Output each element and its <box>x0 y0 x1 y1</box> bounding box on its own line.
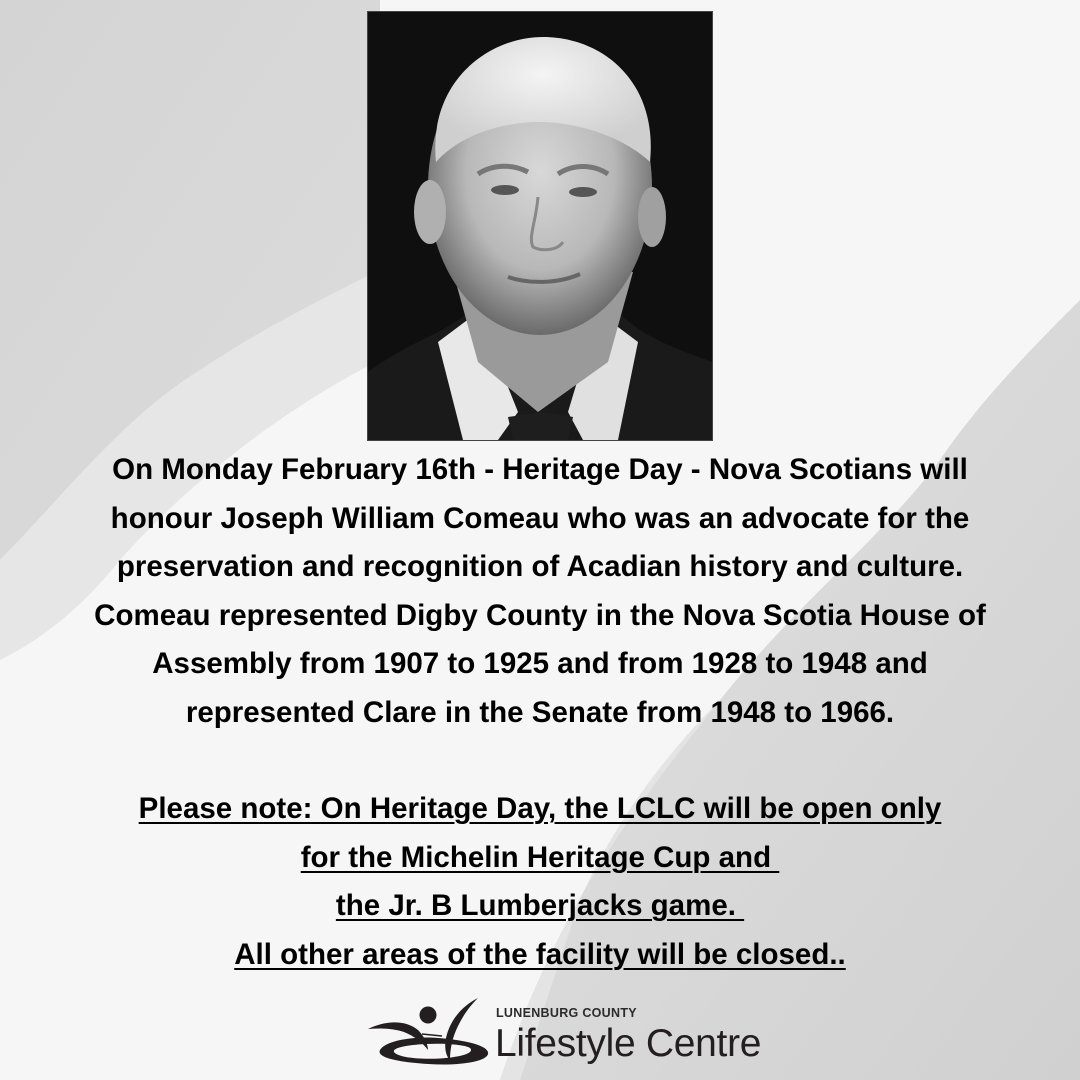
notice-line: the Jr. B Lumberjacks game. <box>335 889 745 922</box>
paragraph-line: preservation and recognition of Acadian history and culture. <box>116 550 964 583</box>
logo-wordmark <box>496 998 766 1066</box>
paragraph-line: represented Clare in the Senate from 1948 to 1966. <box>185 695 895 729</box>
portrait-illustration <box>368 12 712 440</box>
paragraph-line: On Monday February 16th - Heritage Day - Nova Scotians will <box>112 453 968 486</box>
logo-county-text: LUNENBURG COUNTY <box>496 1006 637 1020</box>
portrait-photo <box>368 12 712 440</box>
paragraph-line: Assembly from 1907 to 1925 and from 1928 to 1948 and <box>152 647 928 680</box>
heritage-day-paragraph <box>0 446 1080 737</box>
notice-line: Please note: On Heritage Day, the LCLC will be open only <box>138 792 942 825</box>
paragraph-line: Comeau represented Digby County in the Nova Scotia House of <box>94 598 986 632</box>
closure-notice <box>0 785 1080 979</box>
notice-line: for the Michelin Heritage Cup and <box>300 840 780 874</box>
announcement-block <box>0 446 1080 979</box>
logo-centre-text: Lifestyle Centre <box>495 1022 762 1065</box>
notice-line: All other areas of the facility will be closed.. <box>234 937 846 971</box>
lifestyle-centre-figure-icon <box>366 998 494 1066</box>
lifestyle-centre-logo <box>366 994 766 1066</box>
paragraph-line: honour Joseph William Comeau who was an advocate for the <box>110 501 970 535</box>
